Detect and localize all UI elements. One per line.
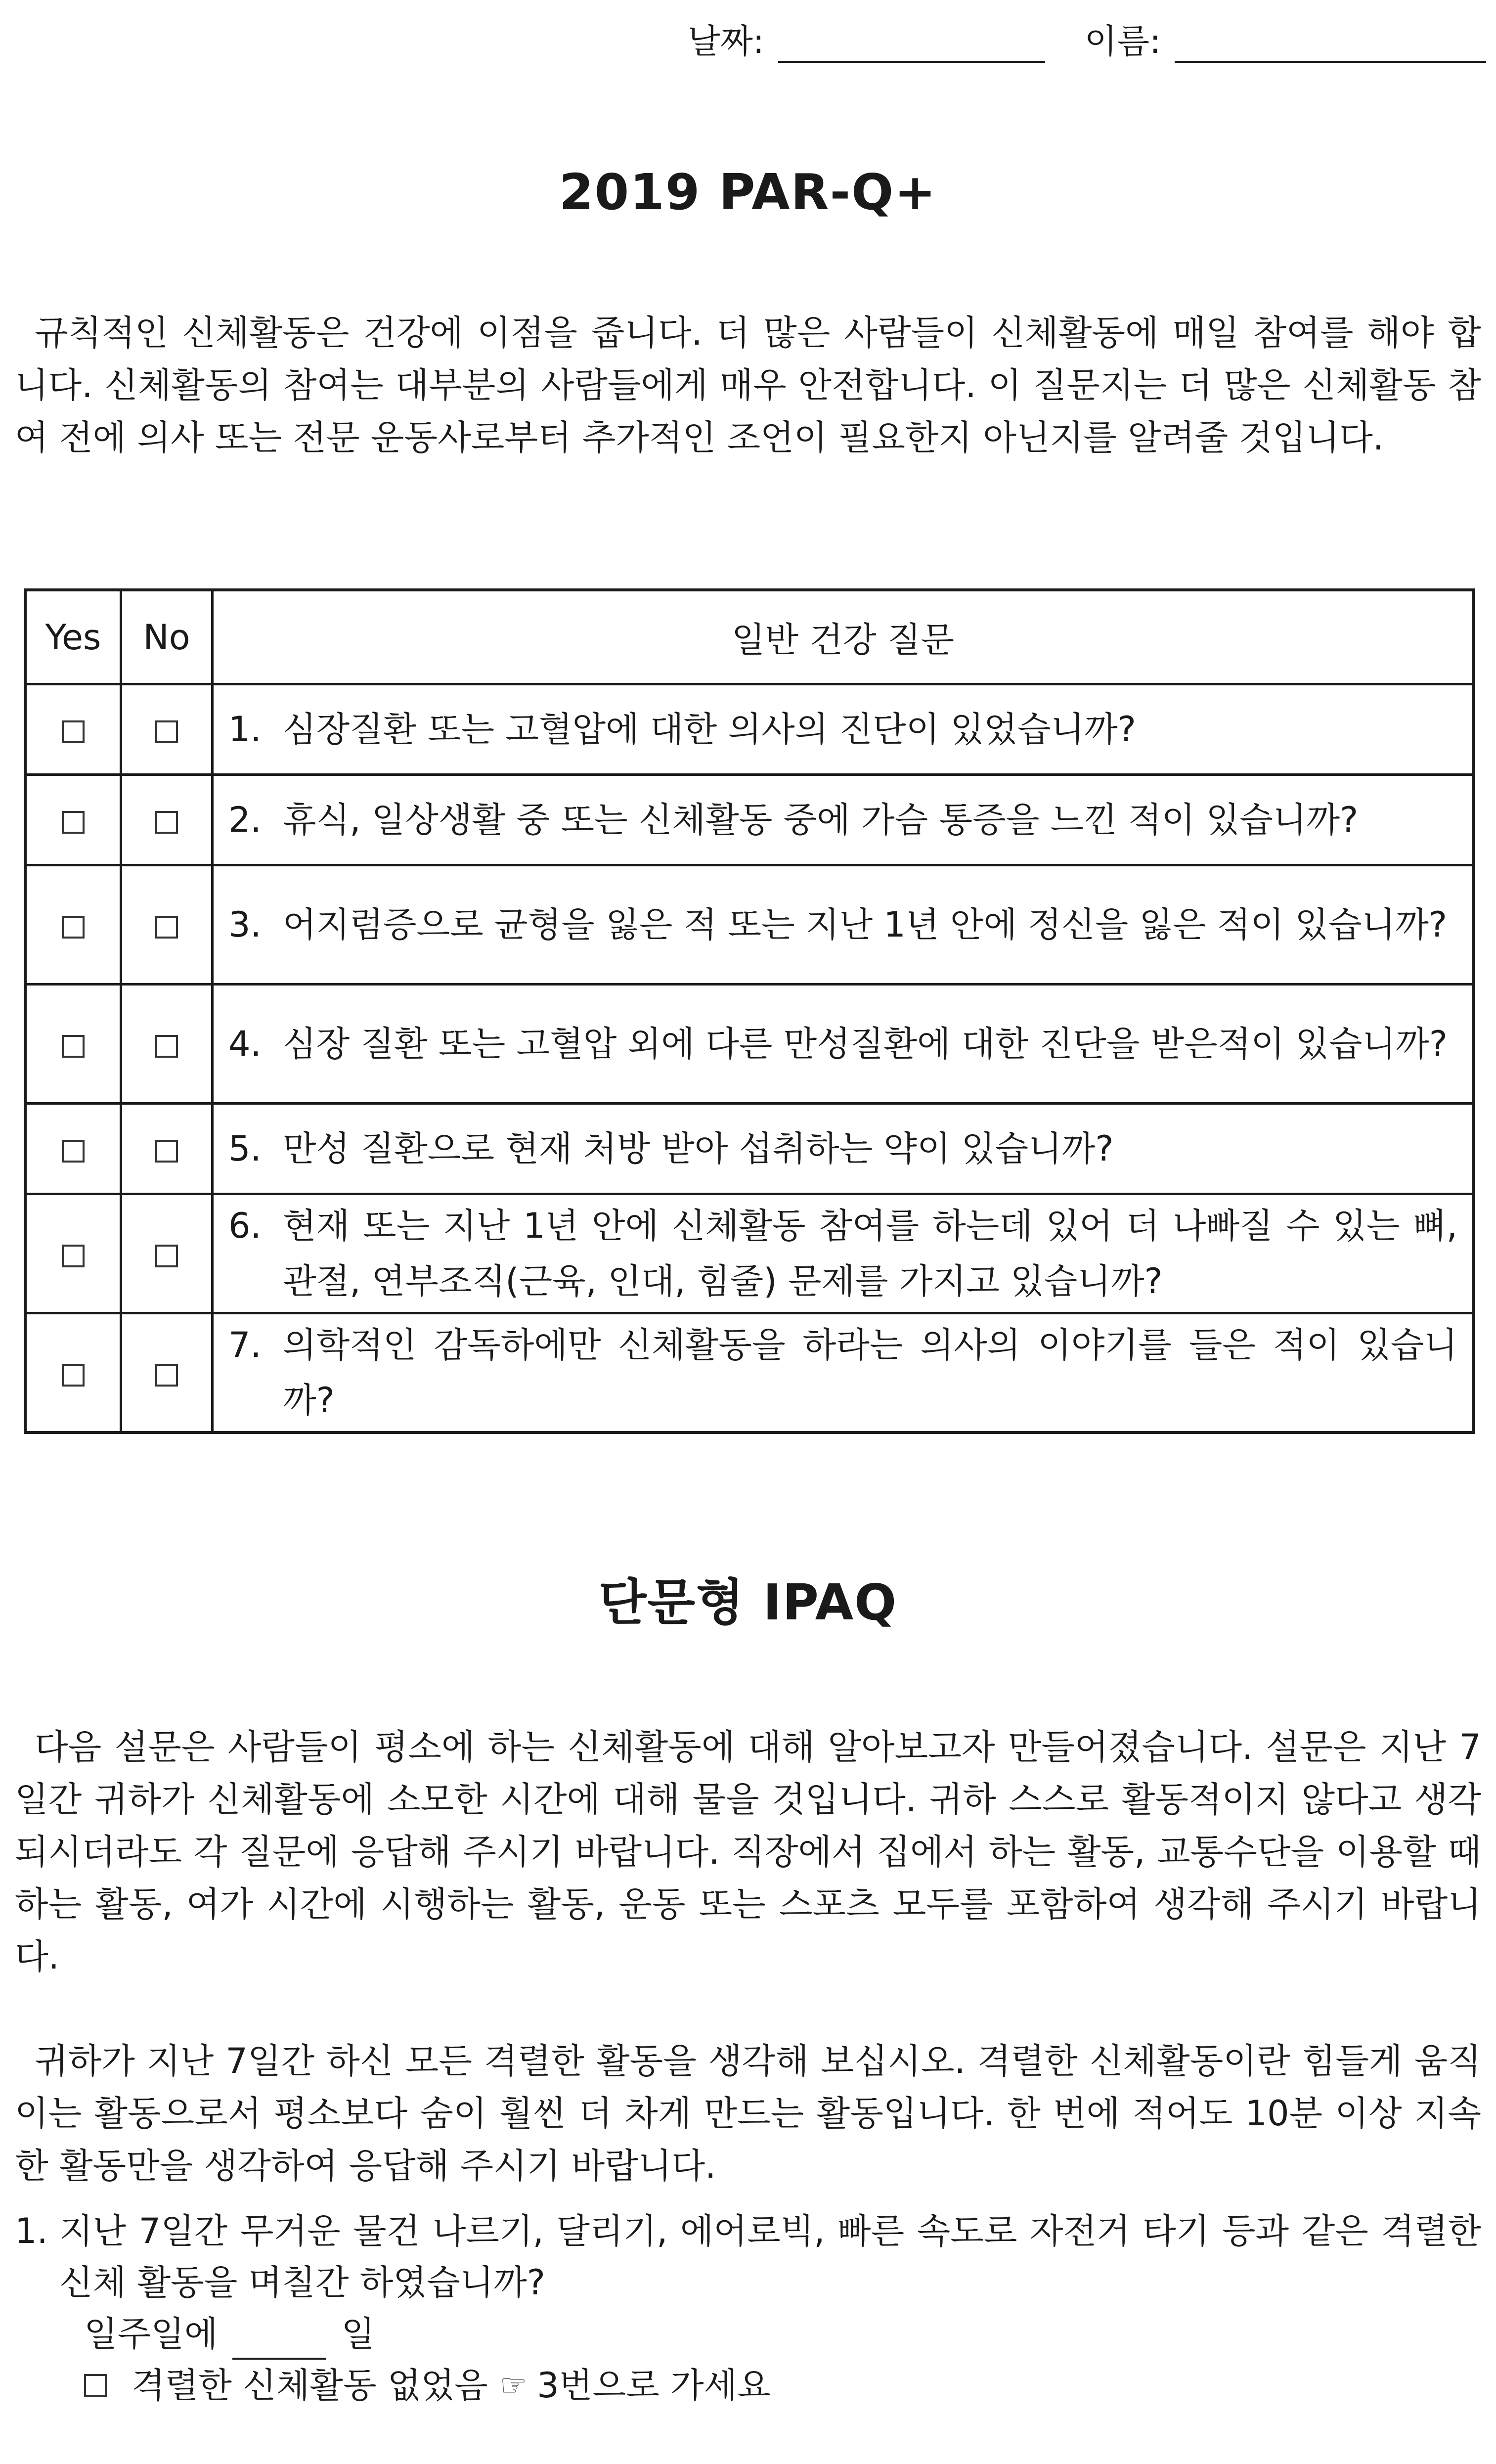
skip-instruction: 3번으로 가세요 — [537, 2365, 771, 2406]
name-label: 이름: — [1084, 22, 1161, 61]
days-prefix: 일주일에 — [84, 2314, 218, 2354]
name-field — [1085, 15, 1486, 63]
table-row — [25, 684, 1474, 775]
col-header-yes: Yes — [25, 590, 121, 684]
yes-checkbox[interactable] — [62, 1035, 85, 1058]
table-row — [25, 1313, 1474, 1433]
table-row — [25, 865, 1474, 985]
parq-intro — [15, 307, 1481, 464]
question-number: 7. — [228, 1325, 262, 1365]
question-text: 3. 어지럼증으로 균형을 잃은 적 또는 지난 1년 안에 정신을 잃은 적이 있습니까? — [228, 897, 1457, 952]
col-header-question: 일반 건강 질문 — [213, 590, 1474, 684]
table-row — [25, 1194, 1474, 1313]
table-row — [25, 985, 1474, 1104]
days-suffix: 일 — [341, 2314, 375, 2354]
question-text: 1. 심장질환 또는 고혈압에 대한 의사의 진단이 있었습니까? — [228, 702, 1457, 757]
vigorous-intro — [15, 2035, 1481, 2192]
ipaq-title: 단문형 IPAQ — [598, 1573, 898, 1631]
name-input-line[interactable] — [1175, 22, 1486, 63]
date-label: 날짜: — [688, 22, 764, 61]
table-row — [25, 775, 1474, 865]
date-field — [688, 15, 1084, 63]
question-text: 7. 의학적인 감독하에만 신체활동을 하라는 의사의 이야기를 들은 적이 있습니까? — [228, 1317, 1457, 1428]
yes-checkbox[interactable] — [62, 720, 85, 743]
parq-table — [24, 588, 1475, 1434]
table-row — [25, 1104, 1474, 1194]
question-number: 1. — [228, 709, 262, 750]
question-number: 4. — [228, 1024, 262, 1064]
parq-intro-text: 규칙적인 신체활동은 건강에 이점을 줍니다. 더 많은 사람들이 신체활동에 매일 참여를 해야 합니다. 신체활동의 참여는 대부분의 사람들에게 매우 안전합니다. 이 질문지는 더 많은 신체활동 참여 전에 의사 또는 전문 운동사로부터 추가적인 조언이 필요한지 아닌지를 알려줄 것입니다. — [15, 313, 1481, 458]
parq-title: 2019 PAR-Q+ — [559, 163, 937, 221]
ipaq-intro-text: 다음 설문은 사람들이 평소에 하는 신체활동에 대해 알아보고자 만들어졌습니다. 설문은 지난 7일간 귀하가 신체활동에 소모한 시간에 대해 물을 것입니다. 귀하 스스로 활동적이지 않다고 생각되시더라도 각 질문에 응답해 주시기 바랍니다. 직장에서 집에서 하는 활동, 교통수단을 이용할 때 하는 활동, 여가 시간에 시행하는 활동, 운동 또는 스포츠 모두를 포함하여 생각해 주시기 바랍니다. — [15, 1727, 1481, 1977]
question-text: 4. 심장 질환 또는 고혈압 외에 다른 만성질환에 대한 진단을 받은적이 있습니까? — [228, 1016, 1457, 1072]
question-text: 5. 만성 질환으로 현재 처방 받아 섭취하는 약이 있습니까? — [228, 1121, 1457, 1176]
ipaq-intro — [15, 1721, 1481, 1983]
no-vigorous-checkbox[interactable] — [84, 2374, 107, 2397]
yes-checkbox[interactable] — [62, 1140, 85, 1163]
days-input-line[interactable] — [232, 2319, 326, 2360]
no-checkbox[interactable] — [155, 1364, 178, 1387]
no-vigorous-label: 격렬한 신체활동 없었음 — [132, 2365, 488, 2406]
col-header-no: No — [121, 590, 213, 684]
pointing-hand-icon: ☞ — [499, 2367, 528, 2403]
yes-checkbox[interactable] — [62, 1245, 85, 1267]
yes-checkbox[interactable] — [62, 1364, 85, 1387]
date-input-line[interactable] — [778, 22, 1045, 63]
ipaq-question-text: 1. 지난 7일간 무거운 물건 나르기, 달리기, 에어로빅, 빠른 속도로 자전거 타기 등과 같은 격렬한 신체 활동을 며칠간 하였습니까? — [15, 2205, 1481, 2308]
question-text: 6. 현재 또는 지난 1년 안에 신체활동 참여를 하는데 있어 더 나빠질 수 있는 뼈, 관절, 연부조직(근육, 인대, 힘줄) 문제를 가지고 있습니까? — [228, 1198, 1457, 1309]
no-checkbox[interactable] — [155, 1140, 178, 1163]
yes-checkbox[interactable] — [62, 811, 85, 834]
question-number: 5. — [228, 1128, 262, 1169]
question-number: 3. — [228, 904, 262, 945]
no-checkbox[interactable] — [155, 916, 178, 939]
header-fields — [688, 15, 1486, 63]
question-text: 2. 휴식, 일상생활 중 또는 신체활동 중에 가슴 통증을 느낀 적이 있습니까? — [228, 792, 1457, 848]
ipaq-question-1 — [15, 2205, 1481, 2411]
question-number: 2. — [228, 800, 262, 840]
question-number: 6. — [228, 1206, 262, 1246]
days-answer — [15, 2308, 1481, 2360]
no-vigorous-option — [15, 2360, 1481, 2411]
no-checkbox[interactable] — [155, 720, 178, 743]
no-checkbox[interactable] — [155, 1245, 178, 1267]
no-checkbox[interactable] — [155, 1035, 178, 1058]
ipaq-question-number: 1. — [15, 2211, 48, 2251]
yes-checkbox[interactable] — [62, 916, 85, 939]
table-header-row — [25, 590, 1474, 684]
no-checkbox[interactable] — [155, 811, 178, 834]
vigorous-intro-text: 귀하가 지난 7일간 하신 모든 격렬한 활동을 생각해 보십시오. 격렬한 신체활동이란 힘들게 움직이는 활동으로서 평소보다 숨이 훨씬 더 차게 만드는 활동입니다. 한 번에 적어도 10분 이상 지속한 활동만을 생각하여 응답해 주시기 바랍니다. — [15, 2041, 1481, 2186]
